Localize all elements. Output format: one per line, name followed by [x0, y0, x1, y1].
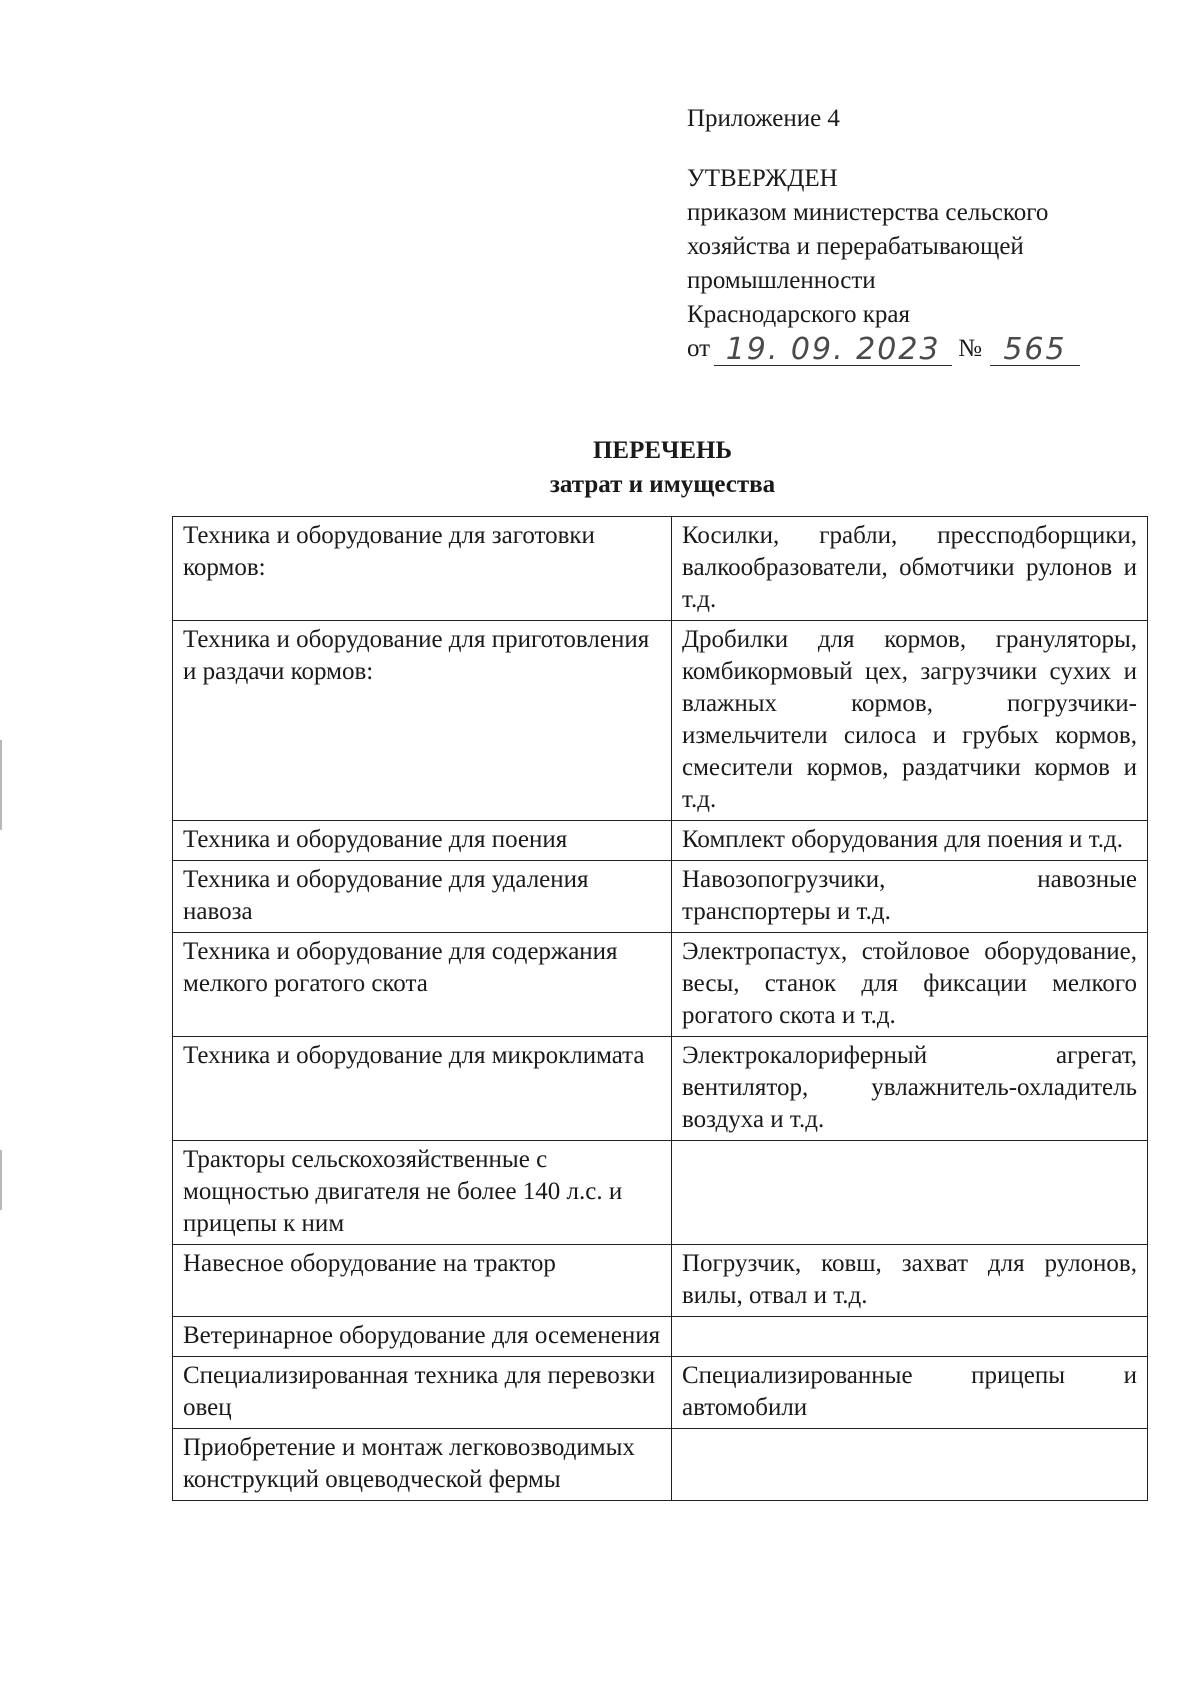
scan-edge-mark: [0, 1150, 2, 1210]
title-main: ПЕРЕЧЕНЬ: [592, 437, 733, 464]
category-cell: Приобретение и монтаж легковозводимых конструкций овцеводческой фермы: [173, 1429, 672, 1501]
items-cell: [672, 1141, 1148, 1245]
items-cell: [672, 1429, 1148, 1501]
items-cell: Специализированные прицепы и автомобили: [672, 1357, 1148, 1429]
items-cell: Дробилки для кормов, грануляторы, комбикормовый цех, загрузчики сухих и влажных кормов, погрузчики-измельчители силоса и грубых кормов, смесители кормов, раздатчики кормов и т.д.: [672, 621, 1148, 821]
category-cell: Техника и оборудование для микроклимата: [173, 1037, 672, 1141]
order-line-1: приказом министерства сельского: [687, 199, 1049, 226]
table-row: [173, 861, 1148, 933]
date-prefix: от: [687, 335, 711, 362]
items-cell: Косилки, грабли, прессподборщики, валкообразователи, обмотчики рулонов и т.д.: [672, 517, 1148, 621]
table-row: [173, 1357, 1148, 1429]
category-cell: Тракторы сельскохозяйственные с мощностью двигателя не более 140 л.с. и прицепы к ним: [173, 1141, 672, 1245]
number-sign: №: [958, 335, 982, 362]
table-row: [173, 621, 1148, 821]
table-row: [173, 933, 1148, 1037]
category-cell: Навесное оборудование на трактор: [173, 1245, 672, 1317]
items-cell: Навозопогрузчики, навозные транспортеры и т.д.: [672, 861, 1148, 933]
order-line-4: Краснодарского края: [687, 301, 910, 328]
annex-label: Приложение 4: [687, 105, 840, 132]
approval-header: [687, 102, 1107, 366]
approved-label: УТВЕРЖДЕН: [687, 165, 838, 192]
costs-table: [172, 516, 1148, 1501]
handwritten-date: 19. 09. 2023: [714, 335, 952, 366]
category-cell: Ветеринарное оборудование для осеменения: [173, 1317, 672, 1357]
category-cell: Техника и оборудование для содержания мелкого рогатого скота: [173, 933, 672, 1037]
order-line-3: промышленности: [687, 267, 876, 294]
handwritten-number: 565: [990, 335, 1080, 366]
category-cell: Техника и оборудование для заготовки кормов:: [173, 517, 672, 621]
category-cell: Техника и оборудование для поения: [173, 821, 672, 861]
items-cell: Погрузчик, ковш, захват для рулонов, вилы, отвал и т.д.: [672, 1245, 1148, 1317]
category-cell: Специализированная техника для перевозки овец: [173, 1357, 672, 1429]
table-row: [173, 1429, 1148, 1501]
items-cell: Электропастух, стойловое оборудование, весы, станок для фиксации мелкого рогатого скота и т.д.: [672, 933, 1148, 1037]
title-sub: затрат и имущества: [549, 471, 776, 498]
table-row: [173, 1317, 1148, 1357]
table-row: [173, 1037, 1148, 1141]
order-date-number: [687, 332, 1107, 366]
scan-edge-mark: [0, 740, 2, 830]
table-row: [173, 1141, 1148, 1245]
items-cell: Комплект оборудования для поения и т.д.: [672, 821, 1148, 861]
table-row: [173, 821, 1148, 861]
category-cell: Техника и оборудование для приготовления и раздачи кормов:: [173, 621, 672, 821]
order-line-2: хозяйства и перерабатывающей: [687, 233, 1024, 260]
table-row: [173, 517, 1148, 621]
category-cell: Техника и оборудование для удаления навоза: [173, 861, 672, 933]
document-title: [0, 434, 1200, 502]
items-cell: [672, 1317, 1148, 1357]
table-row: [173, 1245, 1148, 1317]
items-cell: Электрокалориферный агрегат, вентилятор, увлажнитель-охладитель воздуха и т.д.: [672, 1037, 1148, 1141]
